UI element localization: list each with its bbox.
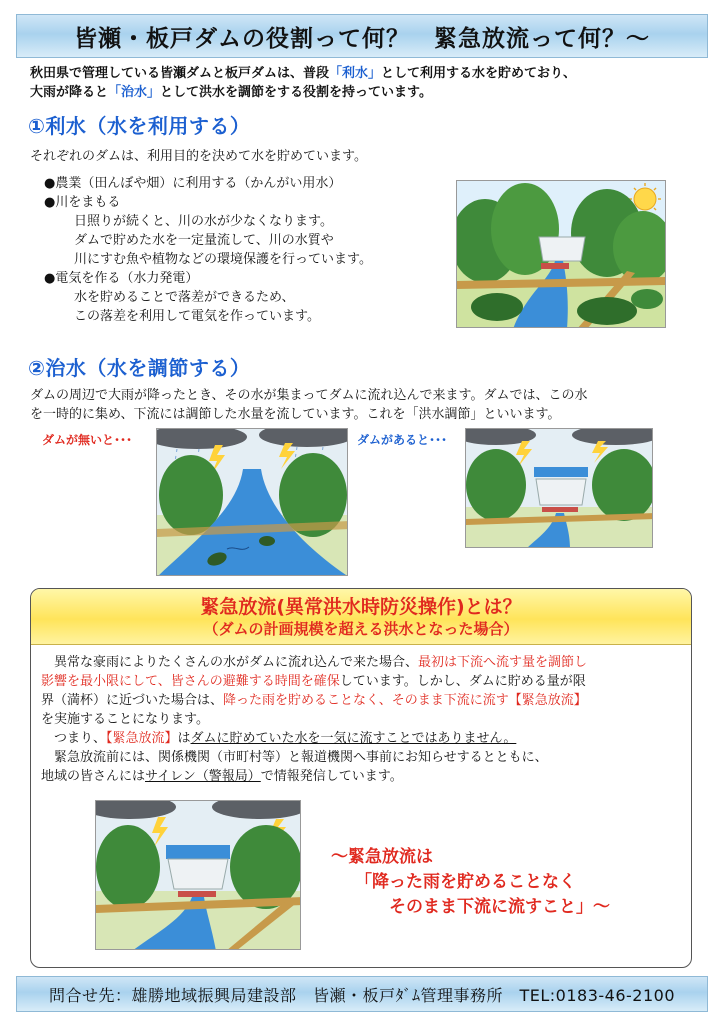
section1-list <box>44 174 372 326</box>
list-item-detail: 水を貯めることで落差ができるため、 <box>74 290 295 305</box>
emergency-text-siren: サイレン（警報局） <box>145 769 261 784</box>
emergency-subtitle: （ダムの計画規模を超える洪水となった場合） <box>203 620 519 638</box>
emergency-title: 緊急放流(異常洪水時防災操作)とは？ <box>200 596 522 618</box>
intro-line-2 <box>30 83 700 102</box>
page-title: 皆瀬・板戸ダムの役割って何？ 緊急放流って何？～ <box>74 25 650 52</box>
emergency-text-5b: 【緊急放流】 <box>106 731 178 746</box>
intro-keyword-risui: 「利水」 <box>329 66 382 81</box>
emergency-text-1b: 最初は下流へ流す量を調節し <box>418 655 588 670</box>
dam-sunny-illustration <box>456 180 666 328</box>
emergency-text-3b: 降った雨を貯めることなく、そのまま下流に流す【緊急放流】 <box>223 693 587 708</box>
emergency-line <box>41 729 689 748</box>
emergency-line: を実施することになります。 <box>41 712 209 727</box>
section-heading-risui: ①利水（水を利用する） <box>28 114 251 138</box>
emergency-text-5c: は <box>177 731 191 746</box>
section2-line-1: ダムの周辺で大雨が降ったとき、その水が集まってダムに流れ込んで来ます。ダムでは、この水 <box>30 388 588 403</box>
intro-text-1c: として利用する水を貯めており、 <box>381 66 577 81</box>
caption-with-dam: ダムがあると･･･ <box>357 433 448 447</box>
footer-banner <box>16 976 708 1012</box>
intro-keyword-chisui: 「治水」 <box>108 85 161 100</box>
emergency-text-7a: 地域の皆さんには <box>41 769 146 784</box>
emergency-release-illustration <box>95 800 301 950</box>
list-item-detail: ダムで貯めた水を一定量流して、川の水質や <box>74 233 334 248</box>
emergency-line <box>41 672 689 691</box>
emergency-text-7c: で情報発信しています。 <box>260 769 403 784</box>
emergency-text-2b: しています。しかし、ダムに貯める量が限 <box>339 674 586 689</box>
emergency-quote <box>331 845 610 920</box>
emergency-text-5d: ダムに貯めていた水を一気に流すことではありません。 <box>190 731 517 746</box>
intro-text-2c: として洪水を調節をする役割を持っています。 <box>160 85 432 100</box>
list-item: ●農業（田んぼや畑）に利用する（かんがい用水） <box>44 176 342 191</box>
intro-line-1 <box>30 64 700 83</box>
emergency-line <box>41 691 689 710</box>
list-item-detail: 川にすむ魚や植物などの環境保護を行っています。 <box>74 252 372 267</box>
section2-line-2: を一時的に集め、下流には調節した水量を流しています。これを「洪水調節」といいます。 <box>30 407 561 422</box>
section2-body <box>30 386 698 424</box>
emergency-text-5a: つまり、 <box>41 731 107 746</box>
section-heading-chisui: ②治水（水を調節する） <box>28 356 251 380</box>
emergency-text-2a: 影響を最小限にして、皆さんの避難する時間を確保 <box>41 674 340 689</box>
list-item: ●電気を作る（水力発電） <box>44 271 199 286</box>
caption-without-dam: ダムが無いと･･･ <box>42 433 133 447</box>
intro-text-1a: 秋田県で管理している皆瀬ダムと板戸ダムは、普段 <box>30 66 330 81</box>
emergency-quote-line-3: そのまま下流に流すこと」～ <box>389 897 610 917</box>
header-banner <box>16 14 708 58</box>
emergency-line <box>41 653 689 672</box>
section1-lead: それぞれのダムは、利用目的を決めて水を貯めています。 <box>30 149 367 164</box>
emergency-line <box>41 767 689 786</box>
intro-text-2a: 大雨が降ると <box>30 85 109 100</box>
list-item-detail: 日照りが続くと、川の水が少なくなります。 <box>74 214 333 229</box>
list-item-detail: この落差を利用して電気を作っています。 <box>74 309 320 324</box>
emergency-quote-line-1: ～緊急放流は <box>331 847 433 867</box>
emergency-header <box>31 589 691 645</box>
list-item: ●川をまもる <box>44 195 121 210</box>
flood-with-dam-illustration <box>465 428 653 548</box>
emergency-text-3a: 界（満杯）に近づいた場合は、 <box>41 693 224 708</box>
emergency-line: 緊急放流前には、関係機関（市町村等）と報道機関へ事前にお知らせするとともに、 <box>41 750 548 765</box>
emergency-body <box>41 653 689 786</box>
emergency-quote-line-2: 「降った雨を貯めることなく <box>355 872 576 892</box>
intro-text <box>30 64 700 102</box>
flood-without-dam-illustration <box>156 428 348 576</box>
footer-contact: 問合せ先：雄勝地域振興局建設部 皆瀬・板戸ﾀﾞﾑ管理事務所 TEL:0183-46-2100 <box>48 985 676 1005</box>
emergency-text-1a: 異常な豪雨によりたくさんの水がダムに流れ込んで来た場合、 <box>41 655 419 670</box>
